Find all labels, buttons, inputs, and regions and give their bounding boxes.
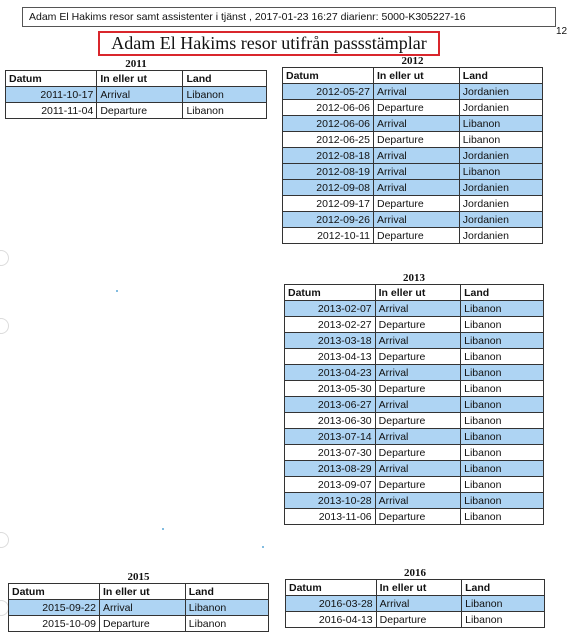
direction-cell: Arrival (376, 596, 461, 612)
direction-cell: Departure (375, 445, 460, 461)
date-cell: 2013-02-07 (285, 301, 376, 317)
date-cell: 2012-06-25 (283, 132, 374, 148)
country-cell: Libanon (461, 317, 544, 333)
direction-cell: Departure (374, 100, 460, 116)
year-block-2013 (284, 272, 544, 525)
column-header-date: Datum (285, 285, 376, 301)
date-cell: 2013-06-27 (285, 397, 376, 413)
country-cell: Libanon (462, 612, 545, 628)
date-cell: 2012-08-18 (283, 148, 374, 164)
year-heading: 2016 (404, 567, 426, 579)
column-header-direction: In eller ut (376, 580, 461, 596)
direction-cell: Departure (374, 228, 460, 244)
date-cell: 2016-04-13 (286, 612, 377, 628)
table-row (6, 103, 267, 119)
column-header-date: Datum (283, 68, 374, 84)
trips-table (5, 70, 267, 119)
table-row (285, 445, 544, 461)
country-cell: Libanon (459, 132, 542, 148)
scan-speck (162, 528, 164, 530)
direction-cell: Departure (374, 132, 460, 148)
document-header (22, 7, 556, 27)
table-row (283, 164, 543, 180)
table-row (283, 84, 543, 100)
date-cell: 2012-06-06 (283, 100, 374, 116)
direction-cell: Arrival (374, 84, 460, 100)
year-block-2016 (285, 567, 545, 628)
direction-cell: Arrival (374, 212, 460, 228)
direction-cell: Arrival (374, 148, 460, 164)
year-block-2015 (8, 571, 269, 632)
table-row (283, 116, 543, 132)
direction-cell: Arrival (375, 461, 460, 477)
column-header-country: Land (461, 285, 544, 301)
table-row (285, 317, 544, 333)
country-cell: Libanon (459, 164, 542, 180)
trips-table (284, 284, 544, 525)
column-header-date: Datum (9, 584, 100, 600)
date-cell: 2013-11-06 (285, 509, 376, 525)
date-cell: 2015-10-09 (9, 616, 100, 632)
table-row (286, 596, 545, 612)
table-header-row (6, 71, 267, 87)
date-cell: 2012-05-27 (283, 84, 374, 100)
date-cell: 2013-02-27 (285, 317, 376, 333)
column-header-direction: In eller ut (374, 68, 460, 84)
country-cell: Jordanien (459, 212, 542, 228)
column-header-country: Land (459, 68, 542, 84)
table-row (283, 180, 543, 196)
table-row (285, 365, 544, 381)
direction-cell: Departure (375, 509, 460, 525)
table-row (283, 212, 543, 228)
direction-cell: Arrival (375, 493, 460, 509)
table-row (285, 509, 544, 525)
country-cell: Libanon (183, 87, 267, 103)
column-header-direction: In eller ut (97, 71, 183, 87)
date-cell: 2013-07-30 (285, 445, 376, 461)
table-row (6, 87, 267, 103)
table-row (285, 477, 544, 493)
direction-cell: Departure (374, 196, 460, 212)
country-cell: Libanon (461, 413, 544, 429)
country-cell: Jordanien (459, 196, 542, 212)
date-cell: 2013-07-14 (285, 429, 376, 445)
page-number: 12 (556, 26, 567, 37)
direction-cell: Departure (375, 349, 460, 365)
country-cell: Libanon (459, 116, 542, 132)
direction-cell: Arrival (374, 116, 460, 132)
date-cell: 2012-08-19 (283, 164, 374, 180)
direction-cell: Arrival (375, 429, 460, 445)
column-header-direction: In eller ut (100, 584, 186, 600)
country-cell: Libanon (461, 333, 544, 349)
year-block-2011 (5, 58, 267, 119)
column-header-date: Datum (286, 580, 377, 596)
country-cell: Libanon (461, 397, 544, 413)
country-cell: Libanon (461, 429, 544, 445)
date-cell: 2012-09-26 (283, 212, 374, 228)
table-row (9, 616, 269, 632)
column-header-direction: In eller ut (375, 285, 460, 301)
year-heading: 2015 (127, 571, 150, 583)
table-row (285, 429, 544, 445)
direction-cell: Departure (100, 616, 186, 632)
year-heading: 2013 (403, 272, 425, 284)
country-cell: Jordanien (459, 100, 542, 116)
table-header-row (286, 580, 545, 596)
country-cell: Libanon (461, 349, 544, 365)
table-row (285, 413, 544, 429)
country-cell: Libanon (183, 103, 267, 119)
country-cell: Libanon (462, 596, 545, 612)
column-header-country: Land (185, 584, 268, 600)
column-header-country: Land (183, 71, 267, 87)
table-row (286, 612, 545, 628)
punch-hole (0, 250, 9, 266)
column-header-date: Datum (6, 71, 97, 87)
direction-cell: Arrival (375, 365, 460, 381)
table-row (285, 349, 544, 365)
table-header-row (283, 68, 543, 84)
date-cell: 2013-04-13 (285, 349, 376, 365)
date-cell: 2013-08-29 (285, 461, 376, 477)
direction-cell: Departure (375, 413, 460, 429)
country-cell: Libanon (461, 381, 544, 397)
direction-cell: Departure (376, 612, 461, 628)
date-cell: 2012-06-06 (283, 116, 374, 132)
table-row (283, 100, 543, 116)
table-row (9, 600, 269, 616)
date-cell: 2015-09-22 (9, 600, 100, 616)
country-cell: Libanon (461, 445, 544, 461)
date-cell: 2011-10-17 (6, 87, 97, 103)
country-cell: Jordanien (459, 148, 542, 164)
table-row (283, 132, 543, 148)
direction-cell: Departure (375, 381, 460, 397)
header-text: Adam El Hakims resor samt assistenter i tjänst , 2017-01-23 16:27 diarienr: 5000-K305227-16 (29, 11, 466, 23)
date-cell: 2013-05-30 (285, 381, 376, 397)
table-row (285, 397, 544, 413)
direction-cell: Arrival (375, 397, 460, 413)
year-block-2012 (282, 55, 543, 244)
trips-table (282, 67, 543, 244)
table-row (285, 461, 544, 477)
year-heading: 2012 (401, 55, 424, 67)
trips-table (285, 579, 545, 628)
country-cell: Jordanien (459, 84, 542, 100)
table-header-row (9, 584, 269, 600)
date-cell: 2012-09-17 (283, 196, 374, 212)
table-row (285, 301, 544, 317)
date-cell: 2012-09-08 (283, 180, 374, 196)
direction-cell: Departure (97, 103, 183, 119)
table-row (283, 196, 543, 212)
direction-cell: Arrival (375, 333, 460, 349)
trips-table (8, 583, 269, 632)
direction-cell: Arrival (97, 87, 183, 103)
column-header-country: Land (462, 580, 545, 596)
date-cell: 2013-04-23 (285, 365, 376, 381)
date-cell: 2011-11-04 (6, 103, 97, 119)
direction-cell: Arrival (374, 164, 460, 180)
scan-speck (262, 546, 264, 548)
table-header-row (285, 285, 544, 301)
country-cell: Libanon (461, 493, 544, 509)
direction-cell: Arrival (374, 180, 460, 196)
direction-cell: Departure (375, 317, 460, 333)
country-cell: Libanon (461, 509, 544, 525)
country-cell: Libanon (461, 301, 544, 317)
date-cell: 2013-03-18 (285, 333, 376, 349)
table-row (285, 381, 544, 397)
table-row (285, 333, 544, 349)
direction-cell: Arrival (375, 301, 460, 317)
date-cell: 2013-10-28 (285, 493, 376, 509)
table-row (283, 228, 543, 244)
scan-speck (116, 290, 118, 292)
date-cell: 2013-06-30 (285, 413, 376, 429)
country-cell: Libanon (185, 616, 268, 632)
year-heading: 2011 (125, 58, 147, 70)
date-cell: 2012-10-11 (283, 228, 374, 244)
country-cell: Libanon (461, 365, 544, 381)
country-cell: Jordanien (459, 180, 542, 196)
date-cell: 2016-03-28 (286, 596, 377, 612)
punch-hole (0, 318, 9, 334)
table-row (283, 148, 543, 164)
page-title: Adam El Hakims resor utifrån passstämplar (98, 31, 440, 56)
punch-hole (0, 532, 9, 548)
country-cell: Libanon (185, 600, 268, 616)
country-cell: Libanon (461, 461, 544, 477)
country-cell: Libanon (461, 477, 544, 493)
direction-cell: Departure (375, 477, 460, 493)
direction-cell: Arrival (100, 600, 186, 616)
date-cell: 2013-09-07 (285, 477, 376, 493)
country-cell: Jordanien (459, 228, 542, 244)
table-row (285, 493, 544, 509)
